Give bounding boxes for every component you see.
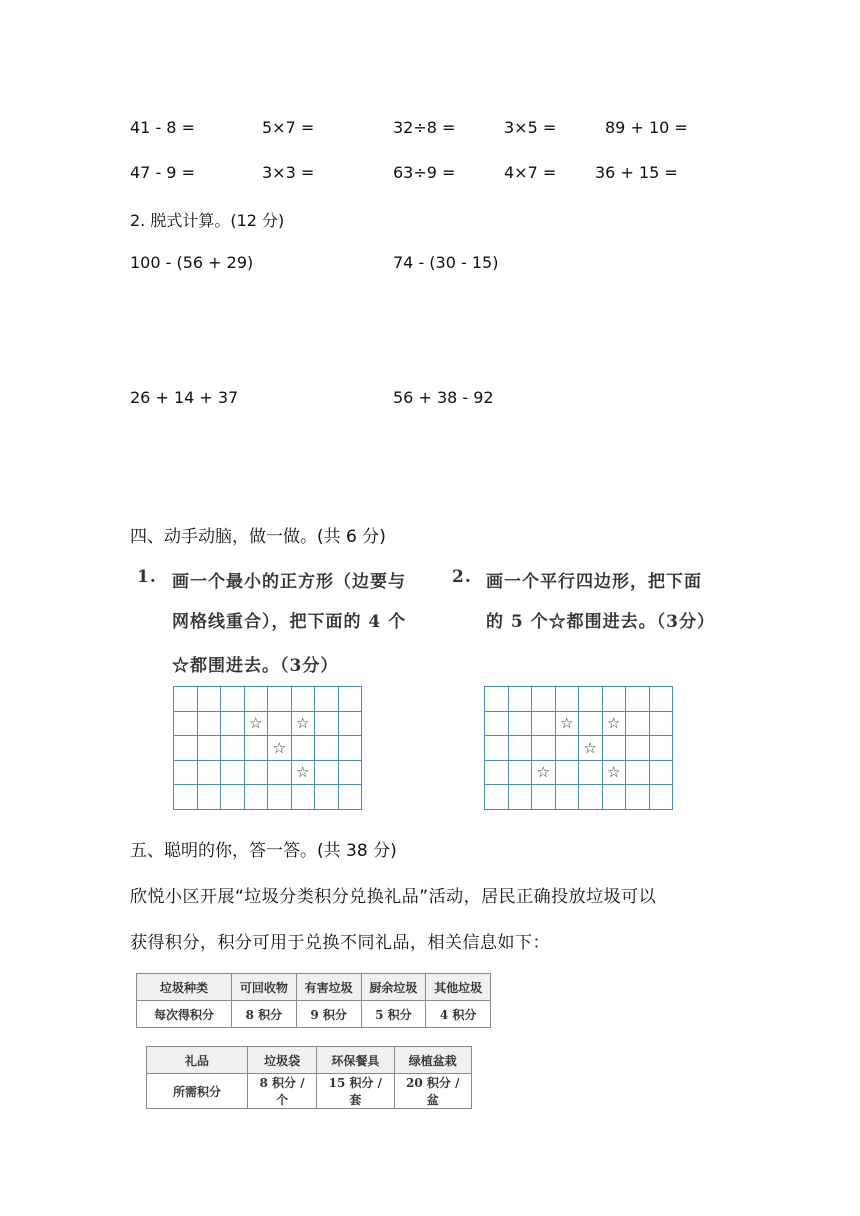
star-icon: ☆ (272, 738, 286, 757)
question-text: 画一个最小的正方形（边要与 (172, 572, 406, 592)
oral-problem: 63÷9 = (393, 163, 456, 182)
question-text: 画一个平行四边形，把下面 (486, 572, 702, 592)
grid-cell[interactable] (509, 712, 533, 737)
table-row (147, 1074, 472, 1109)
grid-cell[interactable] (509, 761, 533, 786)
grid-cell[interactable] (509, 785, 533, 810)
star-icon: ☆ (607, 763, 621, 782)
grid-cell[interactable] (579, 785, 603, 810)
grid-cell[interactable] (174, 736, 198, 761)
star-icon: ☆ (296, 714, 310, 733)
step-calc-problem: 74 - (30 - 15) (393, 253, 499, 272)
oral-problem: 36 + 15 = (595, 163, 678, 182)
grid-cell[interactable] (198, 687, 222, 712)
section-5-title: 五、聪明的你，答一答。(共 38 分) (130, 841, 397, 861)
grid-cell[interactable] (221, 687, 245, 712)
table-header-cell: 绿植盆栽 (394, 1047, 471, 1074)
star-icon: ☆ (536, 763, 550, 782)
grid-cell[interactable] (603, 785, 627, 810)
grid-cell[interactable] (650, 785, 674, 810)
grid-cell[interactable] (198, 736, 222, 761)
grid-cell[interactable] (315, 712, 339, 737)
grid-cell[interactable] (174, 712, 198, 737)
step-calc-problem: 100 - (56 + 29) (130, 253, 254, 272)
table-header-cell: 其他垃圾 (426, 974, 491, 1001)
grid-cell[interactable] (485, 736, 509, 761)
grid-cell[interactable] (650, 687, 674, 712)
grid-cell[interactable] (603, 712, 627, 737)
points-table (136, 973, 491, 1028)
grid-cell[interactable] (532, 687, 556, 712)
grid-cell[interactable] (579, 712, 603, 737)
grid-cell[interactable] (579, 761, 603, 786)
grid-cell[interactable] (245, 687, 269, 712)
grid-cell[interactable] (245, 761, 269, 786)
question-number: 1. (137, 567, 157, 587)
grid-cell[interactable] (198, 785, 222, 810)
grid-cell[interactable] (221, 761, 245, 786)
grid-cell[interactable] (315, 761, 339, 786)
table-header-cell: 厨余垃圾 (361, 974, 426, 1001)
grid-cell[interactable] (339, 785, 363, 810)
grid-cell[interactable] (315, 736, 339, 761)
question-number: 2. (452, 567, 472, 587)
grid-cell[interactable] (509, 687, 533, 712)
oral-problem: 3×3 = (262, 163, 315, 182)
grid-cell[interactable] (579, 736, 603, 761)
grid-cell[interactable] (626, 712, 650, 737)
grid-cell[interactable] (650, 761, 674, 786)
grid-2[interactable] (484, 686, 673, 810)
grid-cell[interactable] (268, 712, 292, 737)
grid-cell[interactable] (603, 687, 627, 712)
table-cell: 8 积分 (232, 1001, 297, 1028)
grid-cell[interactable] (485, 785, 509, 810)
grid-cell[interactable] (292, 736, 316, 761)
question-text: ☆都围进去。（3分） (172, 656, 339, 676)
grid-cell[interactable] (315, 687, 339, 712)
table-header-cell: 有害垃圾 (296, 974, 361, 1001)
star-icon: ☆ (560, 714, 574, 733)
grid-cell[interactable] (532, 761, 556, 786)
grid-cell[interactable] (174, 785, 198, 810)
grid-cell[interactable] (626, 736, 650, 761)
oral-problem: 32÷8 = (393, 118, 456, 137)
grid-cell[interactable] (292, 687, 316, 712)
table-header-cell: 垃圾袋 (248, 1047, 317, 1074)
grid-cell[interactable] (532, 785, 556, 810)
star-icon: ☆ (249, 714, 263, 733)
grid-cell[interactable] (626, 687, 650, 712)
oral-problem: 89 + 10 = (605, 118, 688, 137)
grid-cell[interactable] (268, 687, 292, 712)
grid-cell[interactable] (626, 761, 650, 786)
table-header-cell: 垃圾种类 (137, 974, 232, 1001)
grid-cell[interactable] (174, 761, 198, 786)
problem-intro-line: 获得积分，积分可用于兑换不同礼品，相关信息如下： (130, 933, 550, 953)
grid-cell[interactable] (315, 785, 339, 810)
oral-problem: 3×5 = (504, 118, 557, 137)
table-cell: 5 积分 (361, 1001, 426, 1028)
grid-cell[interactable] (245, 712, 269, 737)
grid-cell[interactable] (556, 712, 580, 737)
table-cell: 8 积分 / 个 (248, 1074, 317, 1109)
grid-cell[interactable] (603, 736, 627, 761)
table-cell: 所需积分 (147, 1074, 248, 1109)
table-cell: 20 积分 / 盆 (394, 1074, 471, 1109)
grid-cell[interactable] (579, 687, 603, 712)
grid-cell[interactable] (532, 736, 556, 761)
grid-cell[interactable] (556, 736, 580, 761)
grid-cell[interactable] (221, 712, 245, 737)
oral-problem: 5×7 = (262, 118, 315, 137)
grid-cell[interactable] (556, 785, 580, 810)
grid-cell[interactable] (198, 712, 222, 737)
table-cell: 9 积分 (296, 1001, 361, 1028)
grid-cell[interactable] (292, 785, 316, 810)
gifts-table (146, 1046, 472, 1109)
problem-intro-line: 欣悦小区开展“垃圾分类积分兑换礼品”活动，居民正确投放垃圾可以 (130, 887, 657, 907)
grid-cell[interactable] (268, 785, 292, 810)
grid-cell[interactable] (339, 761, 363, 786)
oral-problem: 47 - 9 = (130, 163, 195, 182)
grid-cell[interactable] (556, 761, 580, 786)
question-text: 网格线重合），把下面的 4 个 (172, 612, 407, 632)
grid-cell[interactable] (245, 785, 269, 810)
grid-cell[interactable] (339, 736, 363, 761)
grid-cell[interactable] (650, 736, 674, 761)
oral-problem: 4×7 = (504, 163, 557, 182)
grid-cell[interactable] (485, 761, 509, 786)
grid-cell[interactable] (485, 687, 509, 712)
question-text: 的 5 个☆都围进去。（3分） (486, 612, 715, 632)
table-row (137, 974, 491, 1001)
grid-1[interactable] (173, 686, 362, 810)
table-header-cell: 环保餐具 (317, 1047, 394, 1074)
grid-cell[interactable] (174, 687, 198, 712)
table-cell: 4 积分 (426, 1001, 491, 1028)
section-2-title: 2. 脱式计算。(12 分) (130, 211, 285, 230)
star-icon: ☆ (607, 714, 621, 733)
star-icon: ☆ (583, 738, 597, 757)
grid-cell[interactable] (603, 761, 627, 786)
grid-cell[interactable] (221, 736, 245, 761)
table-cell: 15 积分 / 套 (317, 1074, 394, 1109)
grid-cell[interactable] (532, 712, 556, 737)
oral-problem: 41 - 8 = (130, 118, 195, 137)
table-cell: 每次得积分 (137, 1001, 232, 1028)
grid-cell[interactable] (268, 761, 292, 786)
table-header-cell: 礼品 (147, 1047, 248, 1074)
grid-cell[interactable] (198, 761, 222, 786)
grid-cell[interactable] (339, 687, 363, 712)
table-row (147, 1047, 472, 1074)
table-row (137, 1001, 491, 1028)
grid-cell[interactable] (245, 736, 269, 761)
table-header-cell: 可回收物 (232, 974, 297, 1001)
grid-cell[interactable] (292, 761, 316, 786)
grid-cell[interactable] (292, 712, 316, 737)
step-calc-problem: 56 + 38 - 92 (393, 388, 494, 407)
section-4-title: 四、动手动脑，做一做。(共 6 分) (130, 527, 386, 547)
grid-cell[interactable] (339, 712, 363, 737)
grid-cell[interactable] (485, 712, 509, 737)
star-icon: ☆ (296, 763, 310, 782)
grid-cell[interactable] (221, 785, 245, 810)
grid-cell[interactable] (626, 785, 650, 810)
grid-cell[interactable] (650, 712, 674, 737)
grid-cell[interactable] (556, 687, 580, 712)
grid-cell[interactable] (509, 736, 533, 761)
step-calc-problem: 26 + 14 + 37 (130, 388, 239, 407)
grid-cell[interactable] (268, 736, 292, 761)
